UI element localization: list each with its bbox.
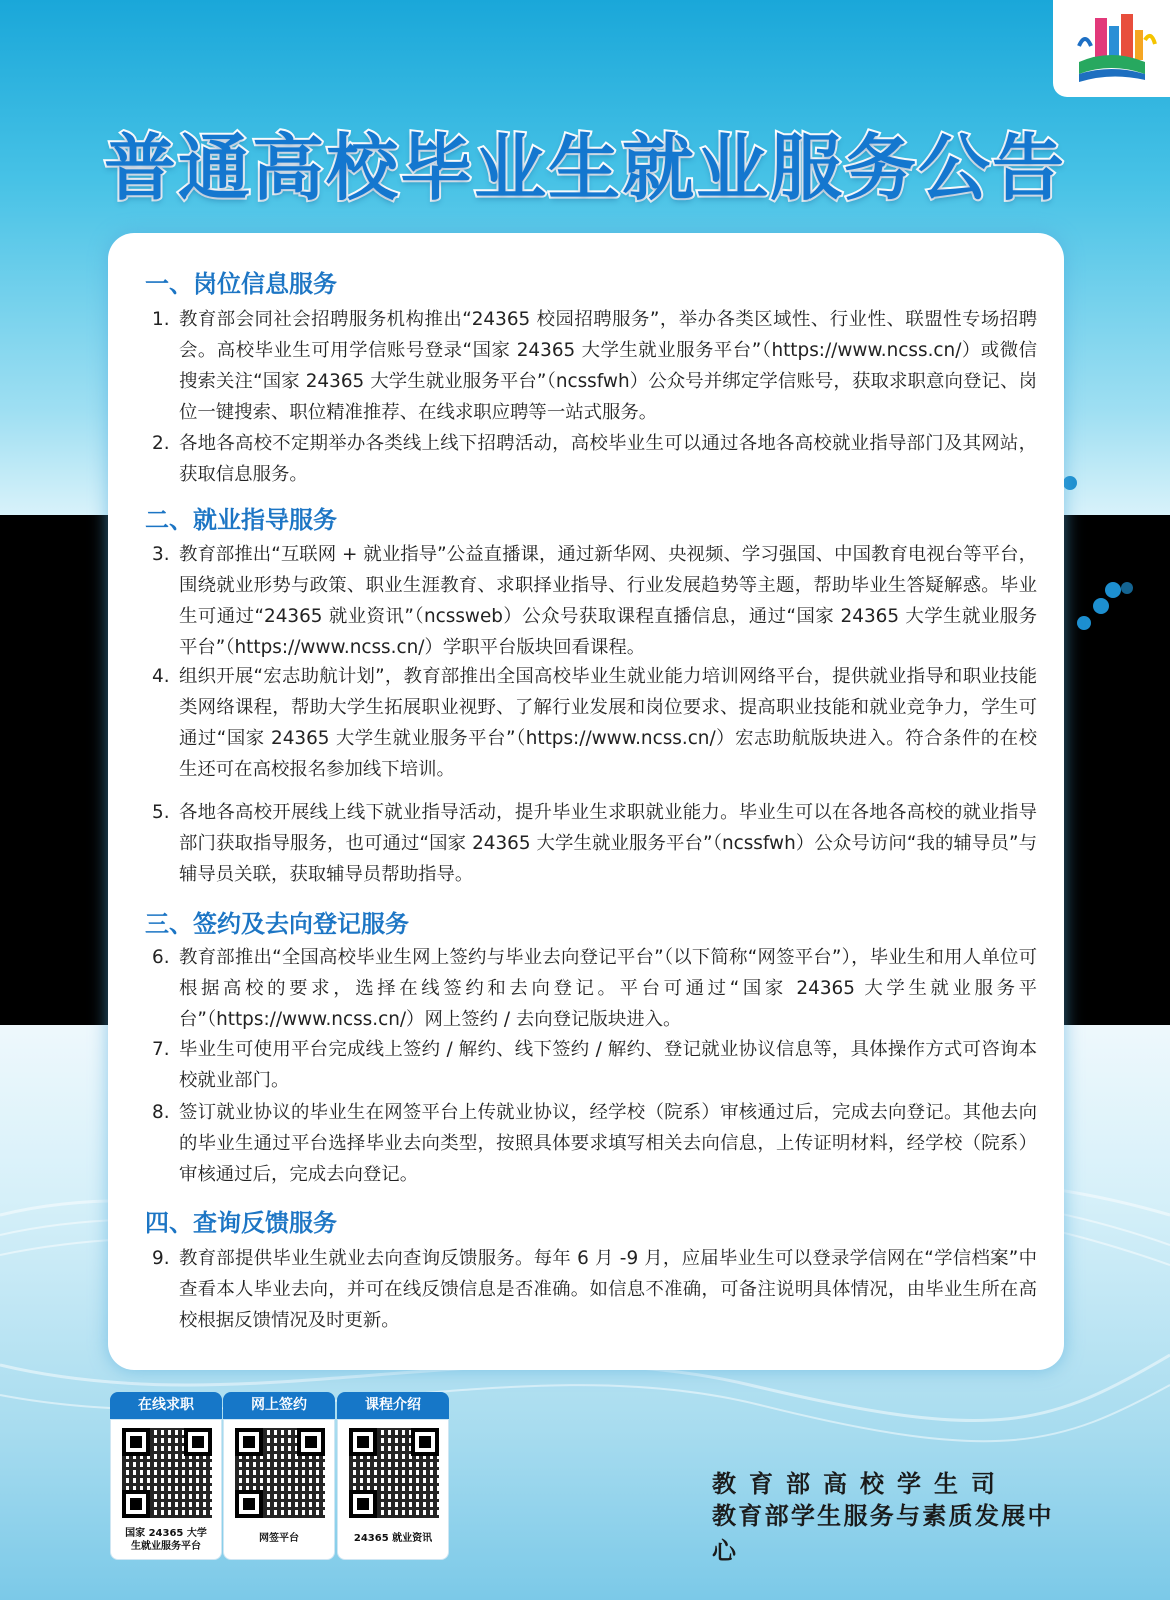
- item-text: 教育部推出“全国高校毕业生网上签约与毕业去向登记平台”（以下简称“网签平台”），毕业生和用人单位可根据高校的要求，选择在线签约和去向登记。平台可通过“国家 24365 大学生就业服务平台”（https://www.ncss.cn/）网上签约 / 去向登记版块进入。: [179, 947, 1037, 1030]
- list-item: [152, 942, 1037, 1035]
- qr-card-online-job[interactable]: [110, 1392, 222, 1560]
- org-name-line2: 教育部学生服务与素质发展中心: [712, 1502, 1052, 1565]
- list-item: [152, 661, 1037, 785]
- item-number: 2.: [152, 433, 170, 454]
- logo: [1053, 0, 1170, 97]
- section-title: 二、就业指导服务: [145, 506, 337, 534]
- dots-decoration: [1075, 470, 1165, 640]
- qr-finder: [297, 1428, 325, 1456]
- item-number: 1.: [152, 309, 170, 330]
- item-number: 3.: [152, 544, 170, 565]
- item-number: 8.: [152, 1102, 170, 1123]
- item-text: 组织开展“宏志助航计划”，教育部推出全国高校毕业生就业能力培训网络平台，提供就业指导和职业技能类网络课程，帮助大学生拓展职业视野、了解行业发展和岗位要求、提高职业技能和就业竞争力，学生可通过“国家 24365 大学生就业服务平台”（https://www.ncss.cn/）宏志助航版块进入。符合条件的在校生还可在高校报名参加线下培训。: [179, 666, 1037, 780]
- item-number: 7.: [152, 1039, 170, 1060]
- qr-finder: [411, 1428, 439, 1456]
- qr-finder: [184, 1428, 212, 1456]
- qr-finder: [349, 1490, 377, 1518]
- qr-caption: [111, 1527, 221, 1553]
- qr-finder: [349, 1428, 377, 1456]
- qr-caption: [338, 1532, 448, 1545]
- list-item: [152, 797, 1037, 890]
- item-number: 6.: [152, 947, 170, 968]
- qr-finder: [235, 1490, 263, 1518]
- qr-card-online-sign[interactable]: [223, 1392, 335, 1560]
- qr-card-course[interactable]: [337, 1392, 449, 1560]
- list-item: [152, 539, 1037, 663]
- page-title: 普通高校毕业生就业服务公告: [103, 126, 1066, 210]
- item-text: 毕业生可使用平台完成线上签约 / 解约、线下签约 / 解约、登记就业协议信息等，具体操作方式可咨询本校就业部门。: [179, 1039, 1037, 1091]
- qr-label: 课程介绍: [337, 1392, 449, 1419]
- item-text: 教育部会同社会招聘服务机构推出“24365 校园招聘服务”，举办各类区域性、行业性、联盟性专场招聘会。高校毕业生可用学信账号登录“国家 24365 大学生就业服务平台”（https://www.ncss.cn/）或微信搜索关注“国家 24365 大学生就业服务平台”（ncssfwh）公众号并绑定学信账号，获取求职意向登记、岗位一键搜索、职位精准推荐、在线求职应聘等一站式服务。: [179, 309, 1037, 423]
- qr-label: 在线求职: [110, 1392, 222, 1419]
- qr-caption-line: 网签平台: [259, 1533, 299, 1544]
- section-title: 四、查询反馈服务: [145, 1209, 337, 1237]
- item-number: 4.: [152, 666, 170, 687]
- list-item: [152, 1034, 1037, 1096]
- list-item: [152, 1097, 1037, 1190]
- qr-label: 网上签约: [223, 1392, 335, 1419]
- item-number: 5.: [152, 802, 170, 823]
- item-text: 教育部推出“互联网 + 就业指导”公益直播课，通过新华网、央视频、学习强国、中国教育电视台等平台，围绕就业形势与政策、职业生涯教育、求职择业指导、行业发展趋势等主题，帮助毕业生答疑解惑。毕业生可通过“24365 就业资讯”（ncssweb）公众号获取课程直播信息，通过“国家 24365 大学生就业服务平台”（https://www.ncss.cn/）学职平台版块回看课程。: [179, 544, 1037, 658]
- qr-body: [223, 1419, 335, 1560]
- qr-finder: [122, 1428, 150, 1456]
- list-item: [152, 428, 1037, 490]
- item-text: 教育部提供毕业生就业去向查询反馈服务。每年 6 月 -9 月，应届毕业生可以登录学信网在“学信档案”中查看本人毕业去向，并可在线反馈信息是否准确。如信息不准确，可备注说明具体情况，由毕业生所在高校根据反馈情况及时更新。: [179, 1248, 1037, 1331]
- list-item: [152, 304, 1037, 428]
- section-title: 三、签约及去向登记服务: [145, 910, 409, 938]
- qr-caption-line: 国家 24365 大学: [125, 1528, 207, 1539]
- city-logo-icon: [1053, 0, 1170, 97]
- qr-caption-line: 生就业服务平台: [131, 1541, 201, 1552]
- qr-body: [337, 1419, 449, 1560]
- qr-caption-line: 24365 就业资讯: [353, 1533, 433, 1544]
- item-number: 9.: [152, 1248, 170, 1269]
- qr-finder: [122, 1490, 150, 1518]
- item-text: 各地各高校开展线上线下就业指导活动，提升毕业生求职就业能力。毕业生可以在各地各高校的就业指导部门获取指导服务，也可通过“国家 24365 大学生就业服务平台”（ncssfwh）公众号访问“我的辅导员”与辅导员关联，获取辅导员帮助指导。: [179, 802, 1037, 885]
- list-item: [152, 1243, 1037, 1336]
- qr-caption: [224, 1532, 334, 1545]
- item-text: 签订就业协议的毕业生在网签平台上传就业协议，经学校（院系）审核通过后，完成去向登记。其他去向的毕业生通过平台选择毕业去向类型，按照具体要求填写相关去向信息，上传证明材料，经学校（院系）审核通过后，完成去向登记。: [179, 1102, 1037, 1185]
- qr-body: [110, 1419, 222, 1560]
- item-text: 各地各高校不定期举办各类线上线下招聘活动，高校毕业生可以通过各地各高校就业指导部门及其网站，获取信息服务。: [179, 433, 1037, 485]
- org-name-line1: 教育部高校学生司: [712, 1470, 1008, 1498]
- section-title: 一、岗位信息服务: [145, 270, 337, 298]
- qr-finder: [235, 1428, 263, 1456]
